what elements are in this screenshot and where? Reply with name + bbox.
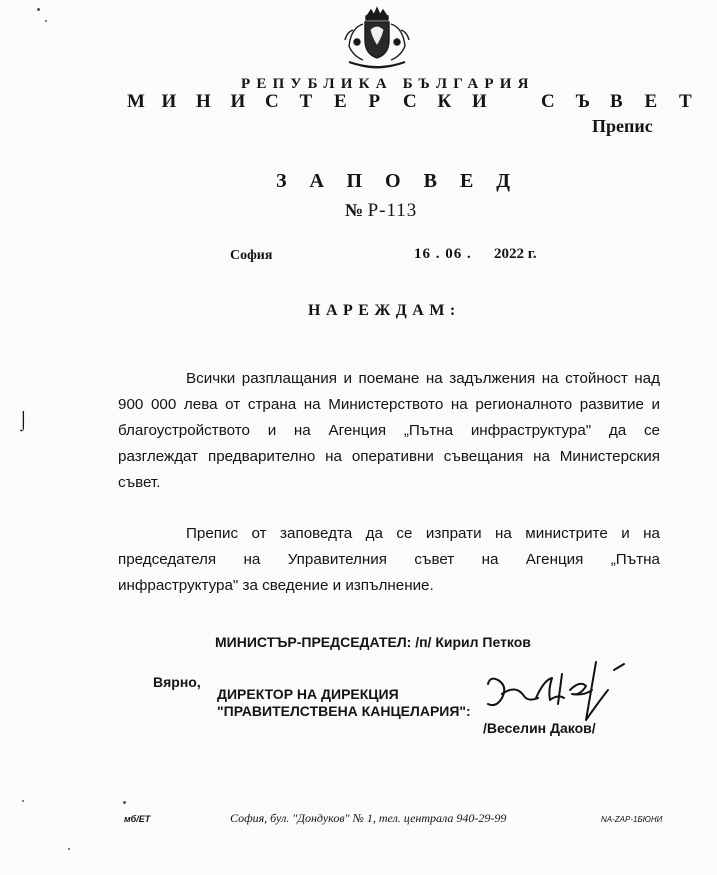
footer-code: NA-ZAP-1БЮНИ (601, 815, 663, 824)
council-heading-letter: Т (679, 91, 692, 112)
scan-speck (123, 801, 126, 804)
order-number-prefix: № (345, 200, 364, 220)
paragraph-line: инфраструктура" за сведение и изпълнение. (118, 577, 434, 594)
paragraph-line: съвет. (118, 474, 161, 491)
date: 16 . 06 . (414, 246, 472, 262)
council-heading-letter: И (472, 91, 487, 112)
director-title-line1: ДИРЕКТОР НА ДИРЕКЦИЯ (217, 686, 399, 702)
decree-heading: НАРЕЖДАМ: (308, 302, 461, 319)
copy-mark: Препис (592, 116, 653, 136)
scan-artifact: ⌡ (18, 410, 29, 430)
council-heading-letter: М (127, 91, 145, 112)
council-heading-letter: Е (644, 91, 658, 112)
council-heading-letter: Ъ (575, 91, 591, 112)
paragraph-line: благоустройството и на Агенция „Пътна инфраструктура" да се (118, 422, 660, 439)
council-heading-letter: Т (299, 91, 313, 112)
prime-minister-signature-line: МИНИСТЪР-ПРЕДСЕДАТЕЛ: /п/ Кирил Петков (215, 634, 531, 650)
scan-speck (37, 8, 40, 11)
coat-of-arms-emblem (341, 6, 413, 72)
council-heading-letter: К (437, 91, 452, 112)
scan-speck (68, 848, 70, 850)
council-heading-letter: Н (196, 91, 211, 112)
year: 2022 г. (494, 246, 537, 262)
paragraph-copy (118, 521, 660, 599)
council-heading-letter: С (541, 91, 555, 112)
paragraph-line: разглеждат предварително на оперативни съвещания на Министерския (118, 448, 660, 465)
order-number (345, 200, 417, 222)
paragraph-line: Препис от заповедта да се изпрати на министрите и на (186, 525, 660, 542)
council-heading-letter: Е (334, 91, 347, 112)
council-heading-letter (507, 91, 542, 113)
council-heading-letter: С (265, 91, 279, 112)
council-heading-letter: С (403, 91, 417, 112)
paragraph-line: председателя на Управителния съвет на Агенция „Пътна (118, 551, 660, 568)
order-title: ЗАПОВЕД (276, 170, 534, 192)
council-heading (127, 91, 714, 113)
council-heading-letter: В (610, 91, 623, 112)
footer-initials: мб/ЕТ (124, 814, 151, 824)
place: София (230, 248, 273, 263)
council-heading-letter: Р (368, 91, 381, 112)
paragraph-line: Всички разплащания и поемане на задължения на стойност над (186, 370, 660, 387)
republic-heading: РЕПУБЛИКА БЪЛГАРИЯ (241, 76, 535, 92)
council-heading-letter: И (230, 91, 246, 112)
certified-true-label: Вярно, (153, 674, 201, 690)
order-number-value: Р-113 (367, 200, 418, 221)
director-title-line2: "ПРАВИТЕЛСТВЕНА КАНЦЕЛАРИЯ": (217, 703, 471, 719)
paragraph-payments (118, 366, 660, 496)
footer-address: София, бул. "Дондуков" № 1, тел. централа 940-29-99 (230, 811, 507, 825)
paragraph-line: 900 000 лева от страна на Министерството на регионалното развитие и (118, 396, 660, 413)
scan-speck (45, 20, 47, 22)
council-heading-letter: И (161, 91, 177, 112)
scan-speck (22, 800, 24, 802)
signatory-name: /Веселин Даков/ (483, 720, 596, 736)
handwritten-signature-icon (478, 654, 628, 734)
